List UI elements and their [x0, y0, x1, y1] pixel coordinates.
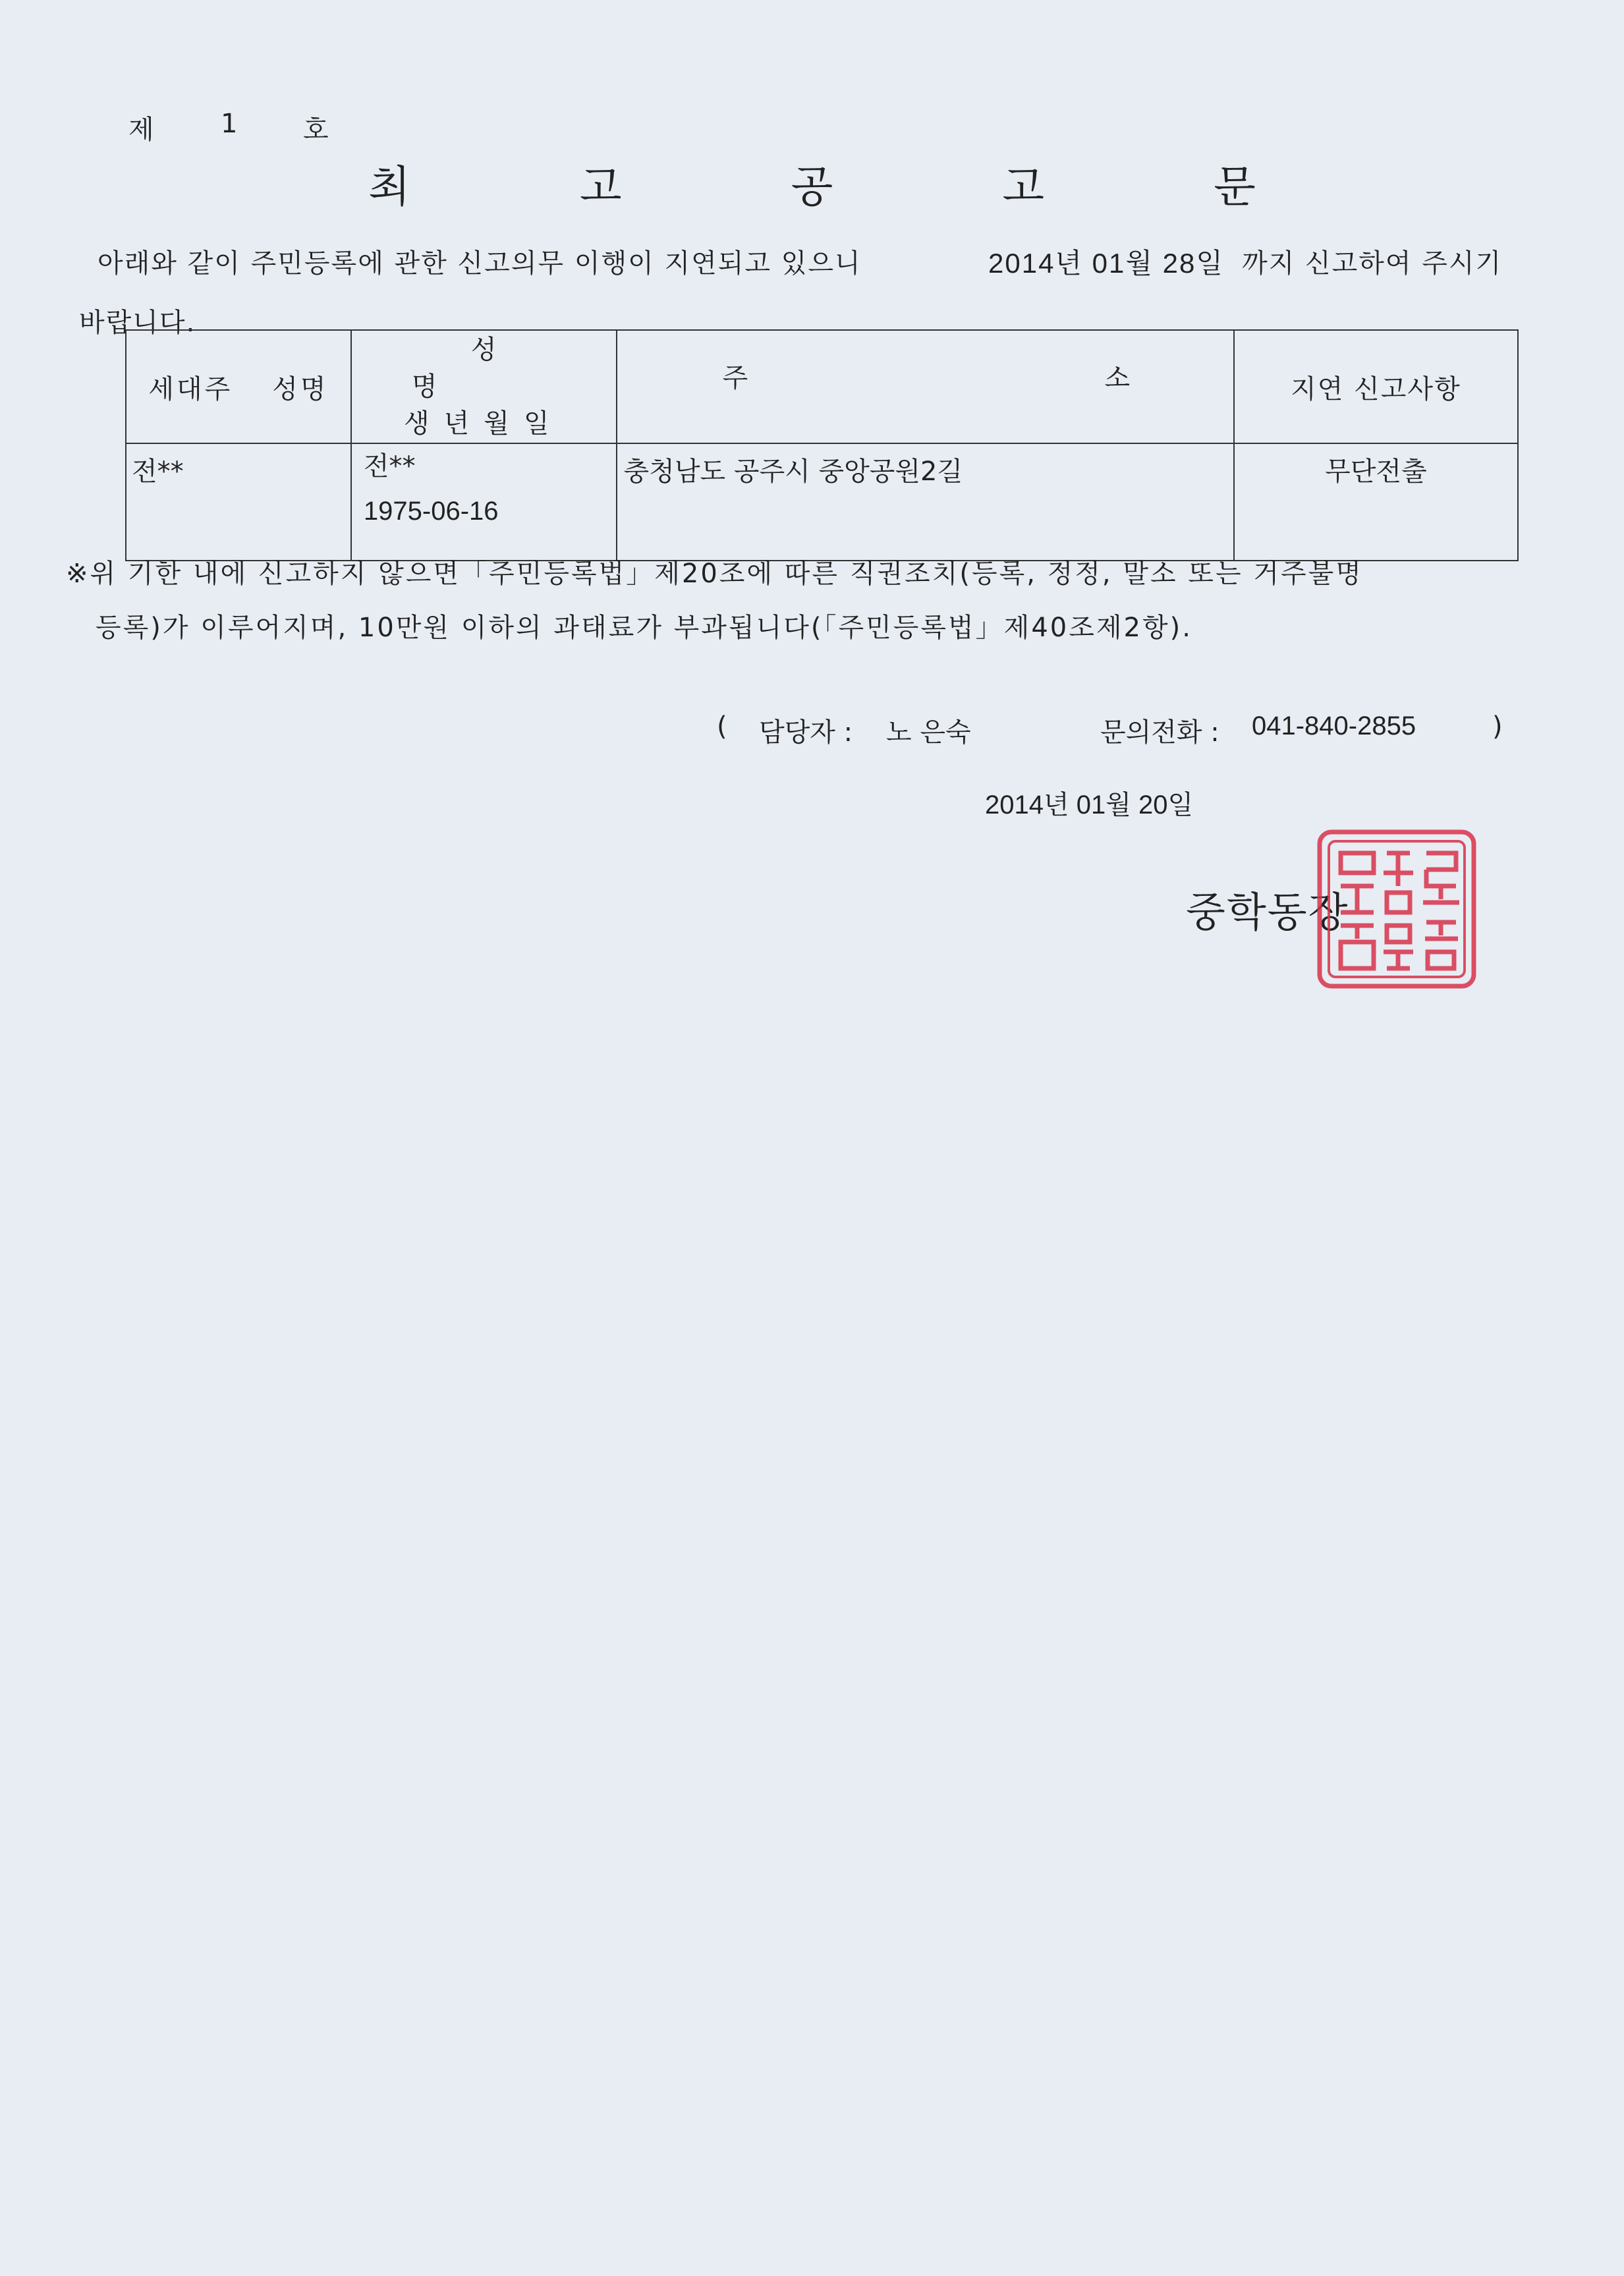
serial-suffix: 호: [303, 115, 329, 145]
header-address: [617, 330, 1234, 443]
header-name-birth: [351, 330, 617, 443]
table-header-row: [126, 330, 1518, 443]
serial-number: [128, 109, 329, 146]
contact-person-name: 노 은숙: [886, 717, 971, 748]
cell-birthdate: 1975-06-16: [363, 497, 499, 526]
document-title: 최 고 공 고 문: [368, 161, 1333, 212]
issue-date: 2014년 01월 20일: [985, 791, 1194, 819]
header-birth-label: 생년월일: [403, 408, 564, 439]
header-householder-label: 세대주: [148, 374, 233, 404]
intro-text: 아래와 같이 주민등록에 관한 신고의무 이행이 지연되고 있으니: [98, 248, 862, 279]
deadline-date: 2014년 01월 28일: [988, 248, 1224, 279]
contact-phone: 041-840-2855: [1252, 711, 1416, 740]
legal-note-line1: ※위 기한 내에 신고하지 않으면「주민등록법」제20조에 따른 직권조치(등록, 정정, 말소 또는 거주불명: [66, 559, 1363, 589]
official-seal-icon: [1314, 827, 1479, 991]
contact-info: [712, 711, 1528, 751]
notice-table: [125, 329, 1519, 561]
cell-name: 전**: [363, 451, 416, 482]
contact-phone-label: 문의전화 :: [1100, 717, 1219, 748]
contact-open-paren: (: [717, 711, 727, 742]
cell-name-birth: [351, 443, 617, 561]
intro-line2: 바랍니다.: [79, 308, 196, 338]
cell-delay-item: 무단전출: [1234, 443, 1518, 561]
header-address-part1: 주: [722, 363, 748, 393]
header-address-part2: 소: [1104, 363, 1131, 393]
contact-person-label: 담당자 :: [759, 717, 853, 748]
serial-prefix: 제: [128, 115, 154, 145]
table-row: [126, 443, 1518, 561]
header-householder: [126, 330, 351, 443]
legal-note: [66, 547, 1363, 655]
cell-householder: 전**: [126, 443, 351, 561]
contact-close-paren: ): [1492, 711, 1503, 742]
header-delay: 지연 신고사항: [1234, 330, 1518, 443]
serial-number-value: 1: [221, 109, 238, 139]
cell-address: 충청남도 공주시 중앙공원2길: [617, 443, 1234, 561]
legal-note-line2: 등록)가 이루어지며, 10만원 이하의 과태료가 부과됩니다(「주민등록법」제40조제2항).: [96, 613, 1192, 643]
header-name-label: 성명: [411, 335, 615, 402]
signer-title: 중학동장: [1186, 888, 1349, 936]
intro-suffix: 까지 신고하여 주시기: [1242, 248, 1503, 279]
header-householder-name-label: 성명: [272, 374, 329, 404]
